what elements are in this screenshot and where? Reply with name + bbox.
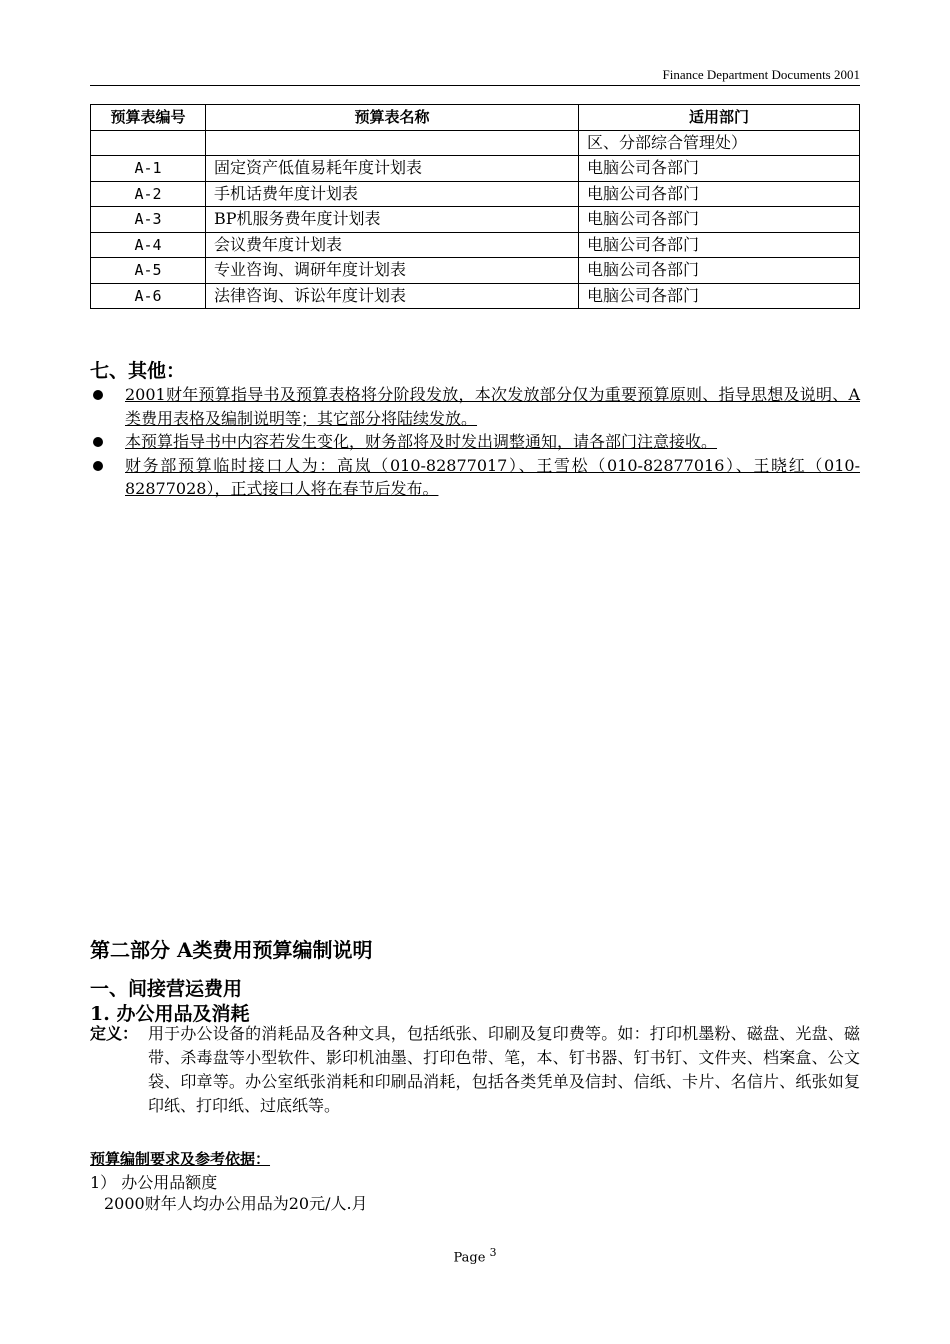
table-header-row xyxy=(91,105,860,131)
table-row xyxy=(91,130,860,156)
cell-name: 专业咨询、调研年度计划表 xyxy=(206,258,579,284)
list-item: 1） 办公用品额度 xyxy=(90,1173,218,1192)
heading-office-supplies: 1. 办公用品及消耗 xyxy=(90,1003,250,1025)
heading-indirect-expenses: 一、间接营运费用 xyxy=(90,978,243,1000)
definition-block xyxy=(90,1022,860,1118)
cell-department: 电脑公司各部门 xyxy=(579,232,860,258)
cell-code: A-4 xyxy=(91,232,206,258)
bullet-text: 2001财年预算指导书及预算表格将分阶段发放，本次发放部分仅为重要预算原则、指导思想及说明、A类费用表格及编制说明等；其它部分将陆续发放。 xyxy=(125,385,860,428)
bullet-icon xyxy=(93,437,103,447)
bullet-icon xyxy=(93,461,103,471)
table-row xyxy=(91,283,860,309)
column-header-name: 预算表名称 xyxy=(206,105,579,131)
list-item xyxy=(90,430,860,454)
cell-name: 会议费年度计划表 xyxy=(206,232,579,258)
table-row xyxy=(91,207,860,233)
section-title: 七、其他： xyxy=(90,360,186,382)
cell-code: A-3 xyxy=(91,207,206,233)
cell-department: 电脑公司各部门 xyxy=(579,207,860,233)
cell-name: 固定资产低值易耗年度计划表 xyxy=(206,156,579,182)
page-header: Finance Department Documents 2001 xyxy=(662,67,860,82)
column-header-code: 预算表编号 xyxy=(91,105,206,131)
list-item-detail: 2000财年人均办公用品为20元/人.月 xyxy=(104,1194,368,1213)
cell-department: 电脑公司各部门 xyxy=(579,258,860,284)
cell-name: 法律咨询、诉讼年度计划表 xyxy=(206,283,579,309)
cell-code: A-2 xyxy=(91,181,206,207)
cell-code xyxy=(91,130,206,156)
cell-name: BP机服务费年度计划表 xyxy=(206,207,579,233)
bullet-list xyxy=(90,383,860,501)
table-row xyxy=(91,156,860,182)
bullet-text: 财务部预算临时接口人为：高岚（010-82877017）、王雪松（010-82877016）、王晓红（010-82877028），正式接口人将在春节后发布。 xyxy=(125,455,860,498)
list-item xyxy=(90,454,860,501)
requirements-title: 预算编制要求及参考依据： xyxy=(90,1150,271,1168)
bullet-text: 本预算指导书中内容若发生变化，财务部将及时发出调整通知，请各部门注意接收。 xyxy=(125,432,718,451)
cell-code: A-6 xyxy=(91,283,206,309)
page-footer xyxy=(0,1246,950,1265)
table-body xyxy=(91,130,860,309)
cell-name: 手机话费年度计划表 xyxy=(206,181,579,207)
cell-department: 电脑公司各部门 xyxy=(579,283,860,309)
budget-table xyxy=(90,104,860,309)
part-title: 第二部分 A类费用预算编制说明 xyxy=(90,938,373,962)
cell-department: 电脑公司各部门 xyxy=(579,156,860,182)
page-number: 3 xyxy=(489,1246,497,1259)
cell-code: A-5 xyxy=(91,258,206,284)
page-label: Page xyxy=(453,1250,486,1266)
table-row xyxy=(91,181,860,207)
definition-text: 用于办公设备的消耗品及各种文具，包括纸张、印刷及复印费等。如：打印机墨粉、磁盘、光盘、磁带、杀毒盘等小型软件、影印机油墨、打印色带、笔，本、钉书器、钉书钉、文件夹、档案盒、公文袋、印章等。办公室纸张消耗和印刷品消耗，包括各类凭单及信封、信纸、卡片、名信片、纸张如复印纸、打印纸、过底纸等。 xyxy=(148,1024,860,1115)
bullet-icon xyxy=(93,390,103,400)
cell-code: A-1 xyxy=(91,156,206,182)
table-row xyxy=(91,232,860,258)
table-row xyxy=(91,258,860,284)
cell-department: 电脑公司各部门 xyxy=(579,181,860,207)
list-item xyxy=(90,383,860,430)
header-rule xyxy=(90,85,860,86)
definition-label: 定义： xyxy=(90,1024,139,1043)
cell-name xyxy=(206,130,579,156)
column-header-department: 适用部门 xyxy=(579,105,860,131)
cell-department: 区、分部综合管理处） xyxy=(579,130,860,156)
